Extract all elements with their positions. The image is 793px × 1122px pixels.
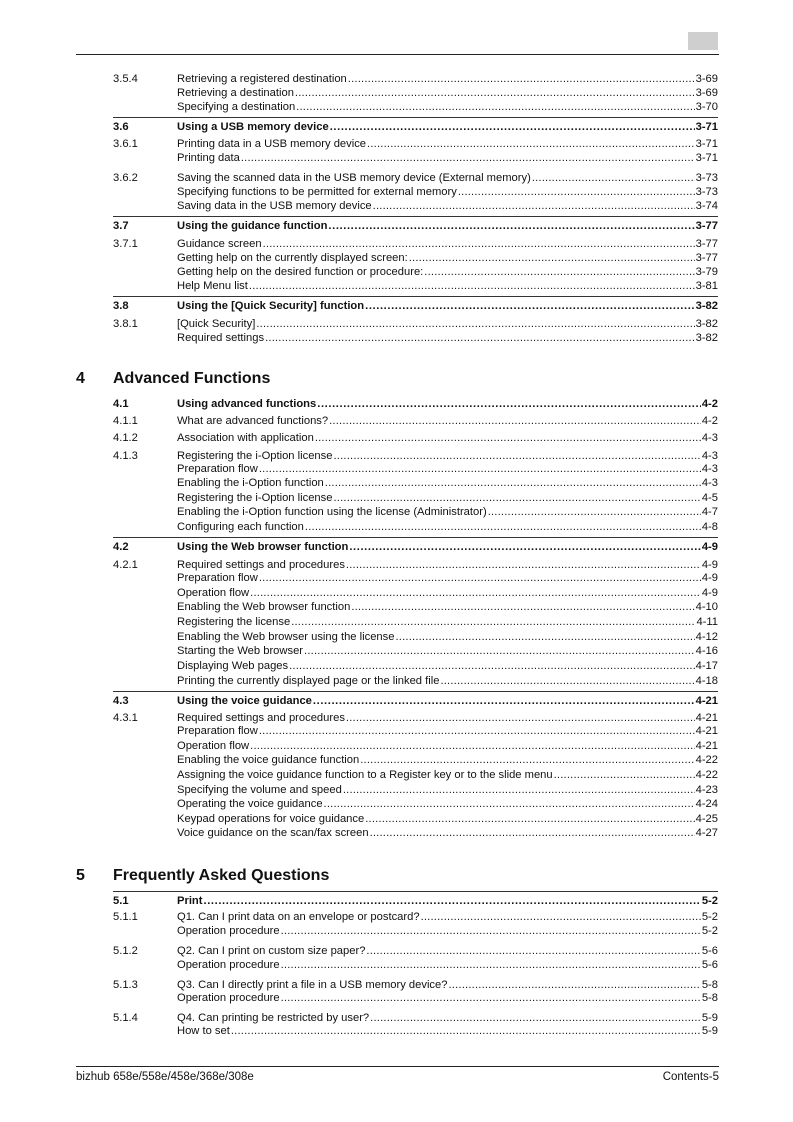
toc-entry[interactable] [113,151,718,165]
toc-entry-page: 5-6 [701,945,718,957]
toc-entry-page: 5-9 [701,1025,718,1037]
toc-entry-page: 4-16 [695,645,718,657]
toc-entry-title: Print [177,895,203,907]
toc-entry-title: Guidance screen [177,238,262,250]
dot-leader [458,185,695,199]
toc-entry-title: Saving the scanned data in the USB memory device (External memory) [177,172,531,184]
toc-entry-title: Operation flow [177,740,250,752]
dot-leader [370,1011,701,1025]
dot-leader [367,137,695,151]
toc-entry-page: 5-2 [701,911,718,923]
toc-entry-page: 5-8 [701,979,718,991]
toc-entry[interactable] [113,659,718,673]
dot-leader [440,674,694,688]
toc-entry-page: 4-17 [695,660,718,672]
section-divider [113,117,718,118]
dot-leader [365,299,694,313]
toc-entry-title: Preparation flow [177,463,258,475]
toc-entry-title: Voice guidance on the scan/fax screen [177,827,369,839]
toc-entry-title: How to set [177,1025,230,1037]
toc-entry-page: 4-9 [701,559,718,571]
dot-leader [348,72,695,86]
toc-entry[interactable] [113,431,718,445]
toc-entry-page: 4-3 [701,450,718,462]
toc-entry[interactable] [113,724,718,738]
footer-rule [76,1066,719,1067]
toc-entry-title: Registering the license [177,616,291,628]
dot-leader [250,739,694,753]
toc-entry-page: 4-27 [695,827,718,839]
dot-leader [295,86,695,100]
toc-entry-number: 5.1.3 [113,979,138,991]
toc-entry-page: 3-79 [695,266,718,278]
toc-entry-page: 4-5 [701,492,718,504]
toc-entry-title: Specifying a destination [177,101,296,113]
chapter-number: 4 [76,370,85,387]
toc-entry[interactable] [113,991,718,1005]
toc-entry-page: 4-9 [701,587,718,599]
toc-entry[interactable] [113,674,718,688]
dot-leader [281,924,701,938]
toc-entry[interactable] [113,630,718,644]
toc-entry[interactable] [113,137,718,151]
toc-entry-page: 3-70 [695,101,718,113]
toc-entry[interactable] [113,265,718,279]
toc-entry[interactable] [113,812,718,826]
toc-entry-number: 4.3 [113,695,129,707]
dot-leader [346,711,695,725]
toc-entry[interactable] [113,768,718,782]
dot-leader [291,615,695,629]
chapter-number: 5 [76,867,85,884]
chapter-title: Advanced Functions [113,370,271,387]
toc-entry-title: Operation procedure [177,959,280,971]
dot-leader [281,991,701,1005]
toc-entry-page: 4-21 [695,725,718,737]
toc-entry[interactable] [113,958,718,972]
toc-section-entry[interactable] [113,219,718,233]
toc-entry-page: 4-3 [701,463,718,475]
toc-entry-number: 4.1.2 [113,432,138,444]
toc-entry-number: 3.8.1 [113,318,138,330]
toc-entry-page: 4-21 [695,695,718,707]
dot-leader [329,414,701,428]
toc-entry[interactable] [113,711,718,725]
toc-section-entry[interactable] [113,894,718,908]
toc-entry[interactable] [113,476,718,490]
toc-entry[interactable] [113,185,718,199]
toc-entry-page: 4-23 [695,784,718,796]
dot-leader [365,812,694,826]
toc-entry-title: Required settings and procedures [177,559,345,571]
toc-entry[interactable] [113,491,718,505]
toc-entry-number: 4.3.1 [113,712,138,724]
toc-entry[interactable] [113,1011,718,1025]
toc-entry-number: 3.6.1 [113,138,138,150]
toc-entry-page: 4-18 [695,675,718,687]
dot-leader [259,462,701,476]
toc-entry-page: 4-25 [695,813,718,825]
toc-entry-title: Association with application [177,432,314,444]
dot-leader [532,171,695,185]
dot-leader [409,251,695,265]
dot-leader [328,219,694,233]
toc-entry-title: Registering the i-Option license [177,450,333,462]
toc-entry[interactable] [113,978,718,992]
toc-entry[interactable] [113,1024,718,1038]
dot-leader [296,100,694,114]
dot-leader [265,331,695,345]
toc-entry-title: Printing data in a USB memory device [177,138,367,150]
toc-section-entry[interactable] [113,120,718,134]
dot-leader [373,199,695,213]
header-rule [76,54,719,55]
dot-leader [289,659,694,673]
toc-entry[interactable] [113,449,718,463]
toc-entry-page: 5-8 [701,992,718,1004]
dot-leader [250,586,701,600]
toc-entry[interactable] [113,462,718,476]
toc-entry-title: Using advanced functions [177,398,317,410]
toc-entry[interactable] [113,783,718,797]
toc-entry-page: 3-69 [695,73,718,85]
toc-entry-title: Configuring each function [177,521,304,533]
toc-entry-page: 5-2 [701,925,718,937]
toc-entry[interactable] [113,72,718,86]
toc-entry[interactable] [113,753,718,767]
toc-entry-title: Using the [Quick Security] function [177,300,365,312]
toc-entry-page: 3-82 [695,300,718,312]
toc-entry-title: Q1. Can I print data on an envelope or postcard? [177,911,420,923]
toc-entry-title: Enabling the Web browser function [177,601,351,613]
toc-entry-page: 5-6 [701,959,718,971]
toc-entry-title: Using a USB memory device [177,121,329,133]
dot-leader [249,279,695,293]
toc-entry-title: Starting the Web browser [177,645,304,657]
toc-entry-page: 3-71 [695,121,718,133]
dot-leader [421,910,701,924]
toc-entry-page: 3-81 [695,280,718,292]
toc-entry-page: 4-22 [695,769,718,781]
toc-entry[interactable] [113,317,718,331]
toc-entry-page: 4-24 [695,798,718,810]
toc-entry-title: Using the voice guidance [177,695,312,707]
toc-entry-title: [Quick Security] [177,318,256,330]
toc-entry-title: Operation flow [177,587,250,599]
toc-entry-title: Specifying functions to be permitted for external memory [177,186,457,198]
toc-entry-title: Required settings [177,332,265,344]
toc-entry-title: Q2. Can I print on custom size paper? [177,945,366,957]
toc-entry[interactable] [113,615,718,629]
section-divider [113,216,718,217]
toc-entry-title: Using the Web browser function [177,541,349,553]
toc-entry-title: Printing the currently displayed page or the linked file [177,675,440,687]
toc-entry-title: Q4. Can printing be restricted by user? [177,1012,370,1024]
toc-entry-page: 3-71 [695,138,718,150]
dot-leader [259,724,695,738]
toc-entry-number: 3.7 [113,220,129,232]
toc-entry-title: Specifying the volume and speed [177,784,342,796]
dot-leader [325,476,701,490]
toc-entry-number: 3.7.1 [113,238,138,250]
dot-leader [313,694,695,708]
dot-leader [305,520,701,534]
toc-entry-page: 5-9 [701,1012,718,1024]
dot-leader [304,644,695,658]
toc-entry-title: Help Menu list [177,280,248,292]
toc-entry[interactable] [113,797,718,811]
toc-entry-title: Enabling the voice guidance function [177,754,360,766]
toc-entry-page: 4-7 [701,506,718,518]
toc-entry[interactable] [113,505,718,519]
toc-entry-title: Using the guidance function [177,220,328,232]
toc-entry-page: 3-77 [695,252,718,264]
toc-entry-number: 4.1.1 [113,415,138,427]
toc-entry[interactable] [113,644,718,658]
toc-entry-page: 3-74 [695,200,718,212]
toc-entry-page: 3-82 [695,332,718,344]
toc-entry-page: 5-2 [701,895,718,907]
toc-entry-page: 4-3 [701,477,718,489]
toc-entry[interactable] [113,520,718,534]
toc-entry-page: 3-71 [695,152,718,164]
toc-entry[interactable] [113,199,718,213]
toc-entry[interactable] [113,944,718,958]
toc-entry-page: 3-69 [695,87,718,99]
dot-leader [317,397,701,411]
toc-section-entry[interactable] [113,540,718,554]
toc-entry[interactable] [113,571,718,585]
dot-leader [241,151,695,165]
page-tab-marker [688,32,718,50]
toc-entry-page: 3-82 [695,318,718,330]
dot-leader [366,944,700,958]
toc-entry-title: Enabling the Web browser using the license [177,631,395,643]
toc-entry-number: 5.1 [113,895,129,907]
dot-leader [281,958,701,972]
toc-entry-page: 3-73 [695,172,718,184]
toc-entry-page: 4-22 [695,754,718,766]
toc-entry-page: 4-8 [701,521,718,533]
toc-entry-page: 4-2 [701,398,718,410]
toc-entry-page: 4-11 [696,616,718,628]
toc-entry[interactable] [113,558,718,572]
section-divider [113,891,718,892]
section-divider [113,296,718,297]
toc-entry-page: 4-21 [695,740,718,752]
dot-leader [424,265,694,279]
toc-entry[interactable] [113,910,718,924]
toc-entry-title: Getting help on the currently displayed screen: [177,252,408,264]
toc-entry[interactable] [113,586,718,600]
dot-leader [263,237,695,251]
toc-entry[interactable] [113,826,718,840]
toc-entry-title: Saving data in the USB memory device [177,200,372,212]
toc-entry-number: 3.6.2 [113,172,138,184]
dot-leader [259,571,701,585]
toc-entry[interactable] [113,414,718,428]
toc-entry-title: Q3. Can I directly print a file in a USB memory device? [177,979,448,991]
toc-entry-number: 4.2 [113,541,129,553]
toc-entry-title: Displaying Web pages [177,660,289,672]
toc-entry-page: 3-77 [695,238,718,250]
footer-page-number: Contents-5 [662,1071,719,1083]
toc-entry-title: Registering the i-Option license [177,492,333,504]
dot-leader [370,826,695,840]
toc-section-entry[interactable] [113,299,718,313]
toc-entry-title: Operation procedure [177,925,280,937]
dot-leader [346,558,701,572]
toc-entry-page: 4-10 [695,601,718,613]
toc-entry-page: 4-21 [695,712,718,724]
toc-entry[interactable] [113,739,718,753]
toc-entry[interactable] [113,279,718,293]
toc-entry-number: 5.1.4 [113,1012,138,1024]
toc-entry-title: What are advanced functions? [177,415,329,427]
toc-entry[interactable] [113,600,718,614]
toc-entry-page: 3-73 [695,186,718,198]
toc-entry-page: 4-9 [701,541,718,553]
toc-entry[interactable] [113,331,718,345]
toc-entry-number: 4.2.1 [113,559,138,571]
toc-section-entry[interactable] [113,397,718,411]
toc-entry-title: Enabling the i-Option function [177,477,324,489]
toc-entry[interactable] [113,924,718,938]
toc-entry-title: Assigning the voice guidance function to a Register key or to the slide menu [177,769,553,781]
toc-entry-title: Keypad operations for voice guidance [177,813,365,825]
dot-leader [324,797,695,811]
toc-entry-page: 4-3 [701,432,718,444]
toc-entry-title: Getting help on the desired function or procedure: [177,266,424,278]
footer-product: bizhub 658e/558e/458e/368e/308e [76,1071,254,1083]
dot-leader [231,1024,701,1038]
section-divider [113,537,718,538]
toc-entry-number: 3.8 [113,300,129,312]
toc-entry-page: 4-2 [701,415,718,427]
toc-entry[interactable] [113,251,718,265]
toc-section-entry[interactable] [113,694,718,708]
toc-entry-number: 3.5.4 [113,73,138,85]
dot-leader [448,978,700,992]
toc-entry-title: Operating the voice guidance [177,798,323,810]
toc-entry[interactable] [113,171,718,185]
toc-entry-page: 4-9 [701,572,718,584]
dot-leader [333,449,700,463]
chapter-title: Frequently Asked Questions [113,867,330,884]
toc-entry-page: 3-77 [695,220,718,232]
dot-leader [315,431,701,445]
toc-entry-number: 3.6 [113,121,129,133]
toc-entry-title: Retrieving a registered destination [177,73,347,85]
section-divider [113,691,718,692]
toc-entry-number: 5.1.2 [113,945,138,957]
toc-entry-title: Operation procedure [177,992,280,1004]
toc-entry-title: Printing data [177,152,240,164]
toc-entry-title: Enabling the i-Option function using the license (Administrator) [177,506,487,518]
dot-leader [203,894,700,908]
dot-leader [349,540,700,554]
toc-entry[interactable] [113,86,718,100]
dot-leader [360,753,694,767]
toc-entry-page: 4-12 [695,631,718,643]
dot-leader [351,600,694,614]
dot-leader [488,505,701,519]
toc-entry-title: Preparation flow [177,725,258,737]
dot-leader [330,120,695,134]
toc-entry[interactable] [113,100,718,114]
dot-leader [343,783,695,797]
toc-entry-title: Retrieving a destination [177,87,294,99]
toc-entry-title: Required settings and procedures [177,712,345,724]
dot-leader [395,630,694,644]
toc-entry[interactable] [113,237,718,251]
dot-leader [554,768,695,782]
toc-entry-number: 4.1.3 [113,450,138,462]
dot-leader [333,491,700,505]
toc-entry-title: Preparation flow [177,572,258,584]
toc-entry-number: 4.1 [113,398,129,410]
toc-entry-number: 5.1.1 [113,911,138,923]
dot-leader [256,317,694,331]
